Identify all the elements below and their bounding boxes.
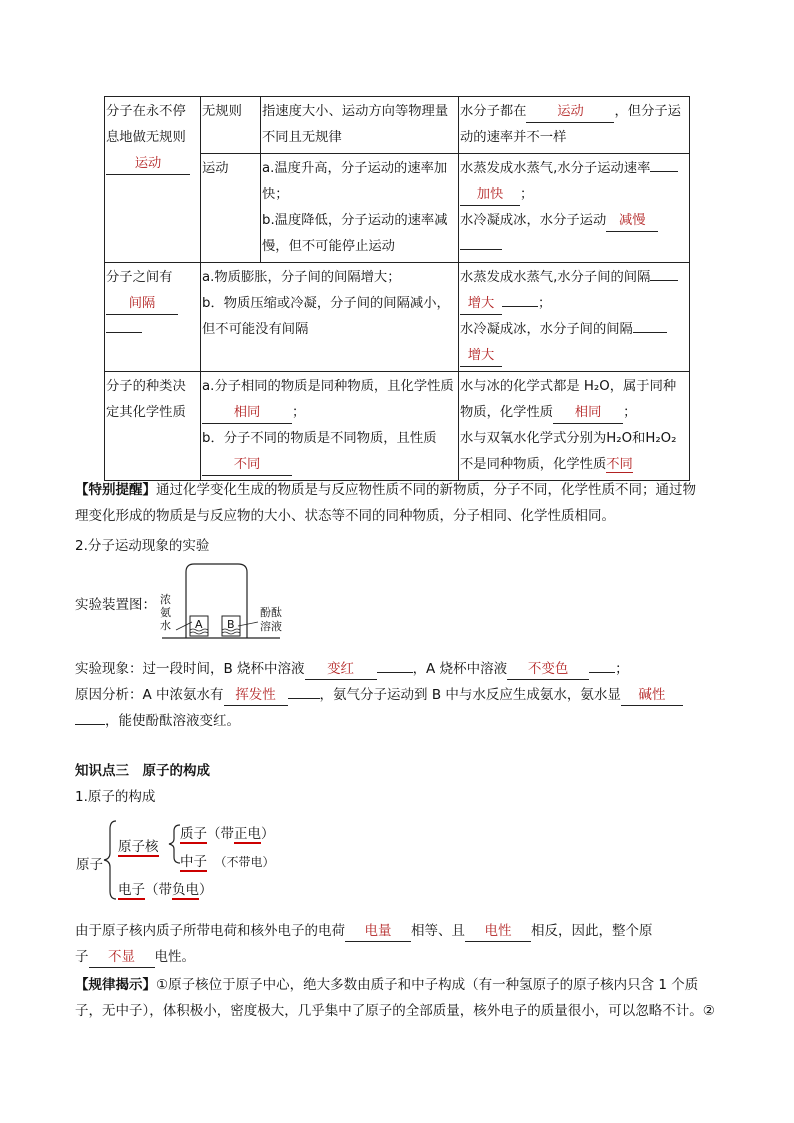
phenolphthalein-label: 酚酞 溶液: [260, 606, 282, 633]
table-row: [105, 97, 690, 154]
answer-text: 运动: [557, 104, 584, 119]
answer-text: 减慢: [618, 213, 646, 228]
answer-text: 不变色: [527, 661, 569, 677]
answer-text: 相同: [233, 405, 261, 420]
table-cell: 无规则: [201, 97, 261, 154]
table-cell: 水蒸发成水蒸气,水分子间的间隔 增大 ； 水冷凝成冰，水分子间的间隔 增大: [459, 263, 690, 372]
answer-text: 不显: [108, 949, 135, 965]
section-subtitle: 1.原子的构成: [75, 789, 156, 805]
answer-text: 运动: [134, 156, 162, 171]
proton-label: 质子（带正电）: [180, 826, 275, 842]
answer-text: 加快: [476, 187, 504, 202]
answer-text: 电量: [364, 923, 392, 939]
answer-text: 增大: [467, 296, 495, 311]
table-cell: 运动: [201, 154, 261, 263]
table-cell: 水蒸发成水蒸气,水分子运动速率 加快 ； 水冷凝成冰，水分子运动 减慢: [459, 154, 690, 263]
answer-text: 碱性: [638, 687, 666, 703]
table-cell: 指速度大小、运动方向等物理量不同且无规律: [261, 97, 459, 154]
table-cell: a.温度升高，分子运动的速率加快； b.温度降低，分子运动的速率减慢，但不可能停止运动: [261, 154, 459, 263]
answer-text: 增大: [467, 348, 495, 363]
table-row: [105, 372, 690, 481]
rule-tip-line1: 【规律揭示】①原子核位于原子中心，绝大多数由质子和中子构成（有一种氢原子的原子核内只含 1 个质: [75, 977, 699, 993]
answer-text: 变红: [327, 661, 355, 677]
special-tip-line1: 【特别提醒】通过化学变化生成的物质是与反应物性质不同的新物质，分子不同，化学性质不同；通过物: [75, 482, 696, 498]
device-label: 实验装置图：: [75, 597, 156, 613]
table-cell: 分子的种类决定其化学性质: [105, 372, 201, 481]
experiment-title: 2.分子运动现象的实验: [75, 538, 210, 554]
answer-text: 电性: [484, 923, 512, 939]
atom-neutral-line2: 子 不显 电性。: [75, 944, 755, 970]
nucleus-label: 原子核: [118, 839, 159, 855]
table-cell: 分子在永不停息地做无规则 运动: [105, 97, 201, 263]
experiment-apparatus: [150, 560, 310, 650]
ammonia-label: 浓 氨 水: [160, 593, 171, 632]
experiment-cause: 原因分析：A 中浓氨水有 挥发性 ，氨气分子运动到 B 中与水反应生成氨水，氨水显 碱性: [75, 682, 755, 708]
beaker-a-label: A: [195, 618, 203, 631]
rule-tip-line2: 子，无中子），体积极小，密度极大，几乎集中了原子的全部质量，核外电子的质量很小，可以忽略不计。②: [75, 1003, 715, 1019]
atom-neutral-line1: 由于原子核内质子所带电荷和核外电子的电荷 电量 相等、且 电性 相反，因此，整个原: [75, 918, 755, 944]
experiment-cause-line2: ，能使酚酞溶液变红。: [75, 708, 755, 734]
table-cell: 水与冰的化学式都是 H₂O，属于同种物质，化学性质 相同 ； 水与双氧水化学式分别为H₂O和H₂O₂不是同种物质，化学性质不同: [459, 372, 690, 481]
table-cell: 分子之间有 间隔: [105, 263, 201, 372]
table-cell: a.物质膨胀，分子间的间隔增大； b．物质压缩或冷凝，分子间的间隔减小，但不可能没有间隔: [201, 263, 459, 372]
neutron-label: 中子 （不带电）: [180, 854, 275, 870]
experiment-phenomenon: 实验现象：过一段时间，B 烧杯中溶液 变红 ，A 烧杯中溶液 不变色 ；: [75, 656, 755, 682]
table-row: [105, 263, 690, 372]
table-cell: a.分子相同的物质是同种物质，且化学性质 相同 ； b．分子不同的物质是不同物质，且性质 不同: [201, 372, 459, 481]
atom-label: 原子: [76, 857, 103, 873]
knowledge-table: [104, 96, 690, 481]
answer-text: 间隔: [128, 296, 156, 311]
answer-text: 挥发性: [235, 687, 276, 703]
special-tip-line2: 理变化形成的物质是与反应物的大小、状态等不同的同种物质，分子相同、化学性质相同。: [75, 508, 615, 524]
electron-label: 电子（带负电）: [118, 882, 213, 898]
answer-text: 相同: [574, 405, 602, 420]
answer-text: 不同: [606, 457, 633, 472]
table-cell: 水分子都在 运动 ，但分子运动的速率并不一样: [459, 97, 690, 154]
answer-text: 不同: [233, 457, 261, 472]
section-title: 知识点三 原子的构成: [75, 763, 210, 779]
beaker-b-label: B: [227, 618, 235, 631]
